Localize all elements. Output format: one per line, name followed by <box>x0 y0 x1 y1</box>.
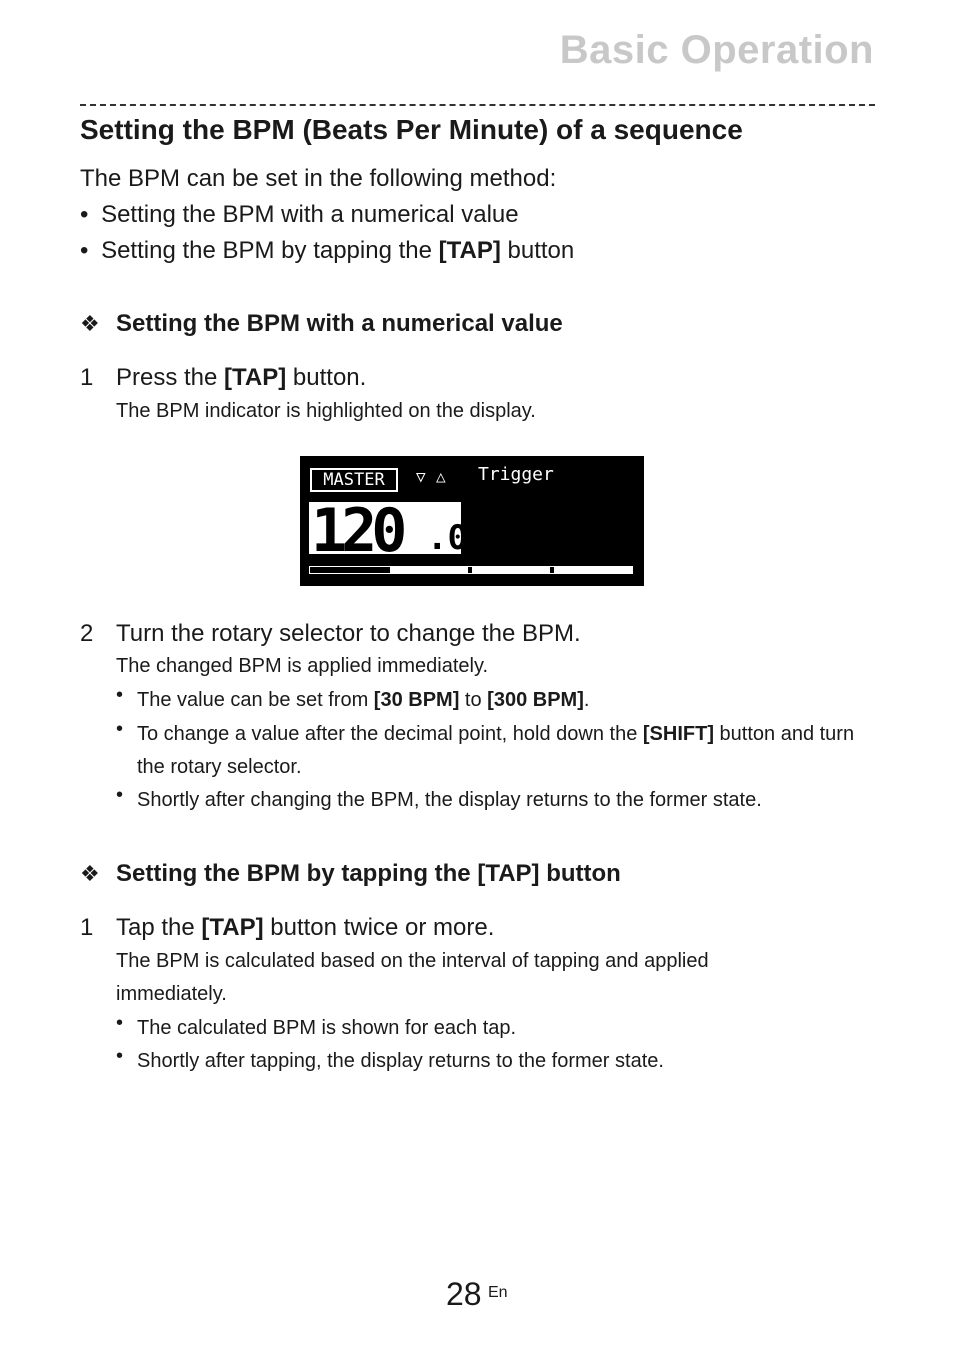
note-text: to <box>459 689 488 711</box>
triangle-down-icon: ▽ <box>416 467 426 486</box>
bpm-integer: 120 <box>311 496 402 566</box>
header-title: Basic Operation <box>559 28 874 72</box>
page-number: 28 <box>446 1276 482 1312</box>
tap-label: [TAP] <box>224 364 287 391</box>
triangle-up-icon: △ <box>436 467 446 486</box>
step-description: The changed BPM is applied immediately. <box>116 655 489 677</box>
progress-segment <box>554 567 632 573</box>
note-each-tap <box>116 1012 876 1045</box>
step-description: The BPM is calculated based on the interval of tapping and applied immediately. <box>116 950 709 1005</box>
note-tap-return <box>116 1045 876 1078</box>
step-rotary: Turn the rotary selector to change the BPM. <box>116 620 581 647</box>
progress-segment <box>390 567 468 573</box>
step-text-pre: Tap the <box>116 914 202 941</box>
intro-bullet-tap <box>80 237 574 265</box>
step-tap-twice <box>116 914 494 942</box>
bullet-dot: • <box>80 201 89 228</box>
step-number: 1 <box>80 364 94 391</box>
bullet-dot: • <box>80 237 89 264</box>
min-bpm: [30 BPM] <box>373 689 460 711</box>
step-description: The BPM indicator is highlighted on the display. <box>116 400 536 422</box>
note-text: . <box>583 689 590 711</box>
section-title: Setting the BPM (Beats Per Minute) of a sequence <box>80 114 743 145</box>
step-number: 1 <box>80 914 94 941</box>
shift-label: [SHIFT] <box>642 723 714 745</box>
bpm-decimal: .0 <box>427 518 468 558</box>
bullet-text: Setting the BPM with a numerical value <box>101 201 519 228</box>
page-language: En <box>488 1284 508 1301</box>
bullet-dot: • <box>116 1045 124 1067</box>
note-text: The value can be set from <box>137 689 374 711</box>
step-text-pre: Press the <box>116 364 225 391</box>
note-range <box>116 684 876 717</box>
note-text: Shortly after changing the BPM, the display returns to the former state. <box>137 789 762 811</box>
subsection-title-text: Setting the BPM by tapping the [TAP] button <box>116 860 621 887</box>
step-press-tap <box>116 364 366 392</box>
step-text-post: button twice or more. <box>263 914 495 941</box>
diamond-icon: ❖ <box>80 311 100 336</box>
bullet-dot: • <box>116 684 124 706</box>
intro-bullet-numerical <box>80 201 519 229</box>
note-text: button and turn the rotary selector. <box>137 723 855 778</box>
note-text: The calculated BPM is shown for each tap. <box>137 1017 517 1039</box>
note-text: To change a value after the decimal point, hold down the <box>137 723 643 745</box>
bullet-text-post: button <box>500 237 575 264</box>
master-indicator: MASTER <box>310 468 398 492</box>
subsection-tap-title <box>80 860 621 888</box>
tap-label: [TAP] <box>201 914 264 941</box>
bullet-dot: • <box>116 784 124 806</box>
subsection-title-text: Setting the BPM with a numerical value <box>116 310 563 337</box>
max-bpm: [300 BPM] <box>487 689 584 711</box>
note-return <box>116 784 876 817</box>
bullet-dot: • <box>116 1012 124 1034</box>
subsection-numerical-title <box>80 310 563 338</box>
note-text: Shortly after tapping, the display returns to the former state. <box>137 1050 664 1072</box>
bpm-highlight <box>309 496 468 566</box>
step-text-post: button. <box>286 364 367 391</box>
bpm-display-screen <box>300 456 644 586</box>
progress-segment <box>472 567 550 573</box>
diamond-icon: ❖ <box>80 861 100 886</box>
trigger-label: Trigger <box>478 464 554 485</box>
header-divider <box>80 104 875 106</box>
note-decimal <box>116 718 876 784</box>
step-number: 2 <box>80 620 94 647</box>
section-intro: The BPM can be set in the following method: <box>80 165 557 192</box>
bullet-dot: • <box>116 718 124 740</box>
bullet-text-pre: Setting the BPM by tapping the <box>101 237 439 264</box>
tap-label: [TAP] <box>438 237 501 264</box>
